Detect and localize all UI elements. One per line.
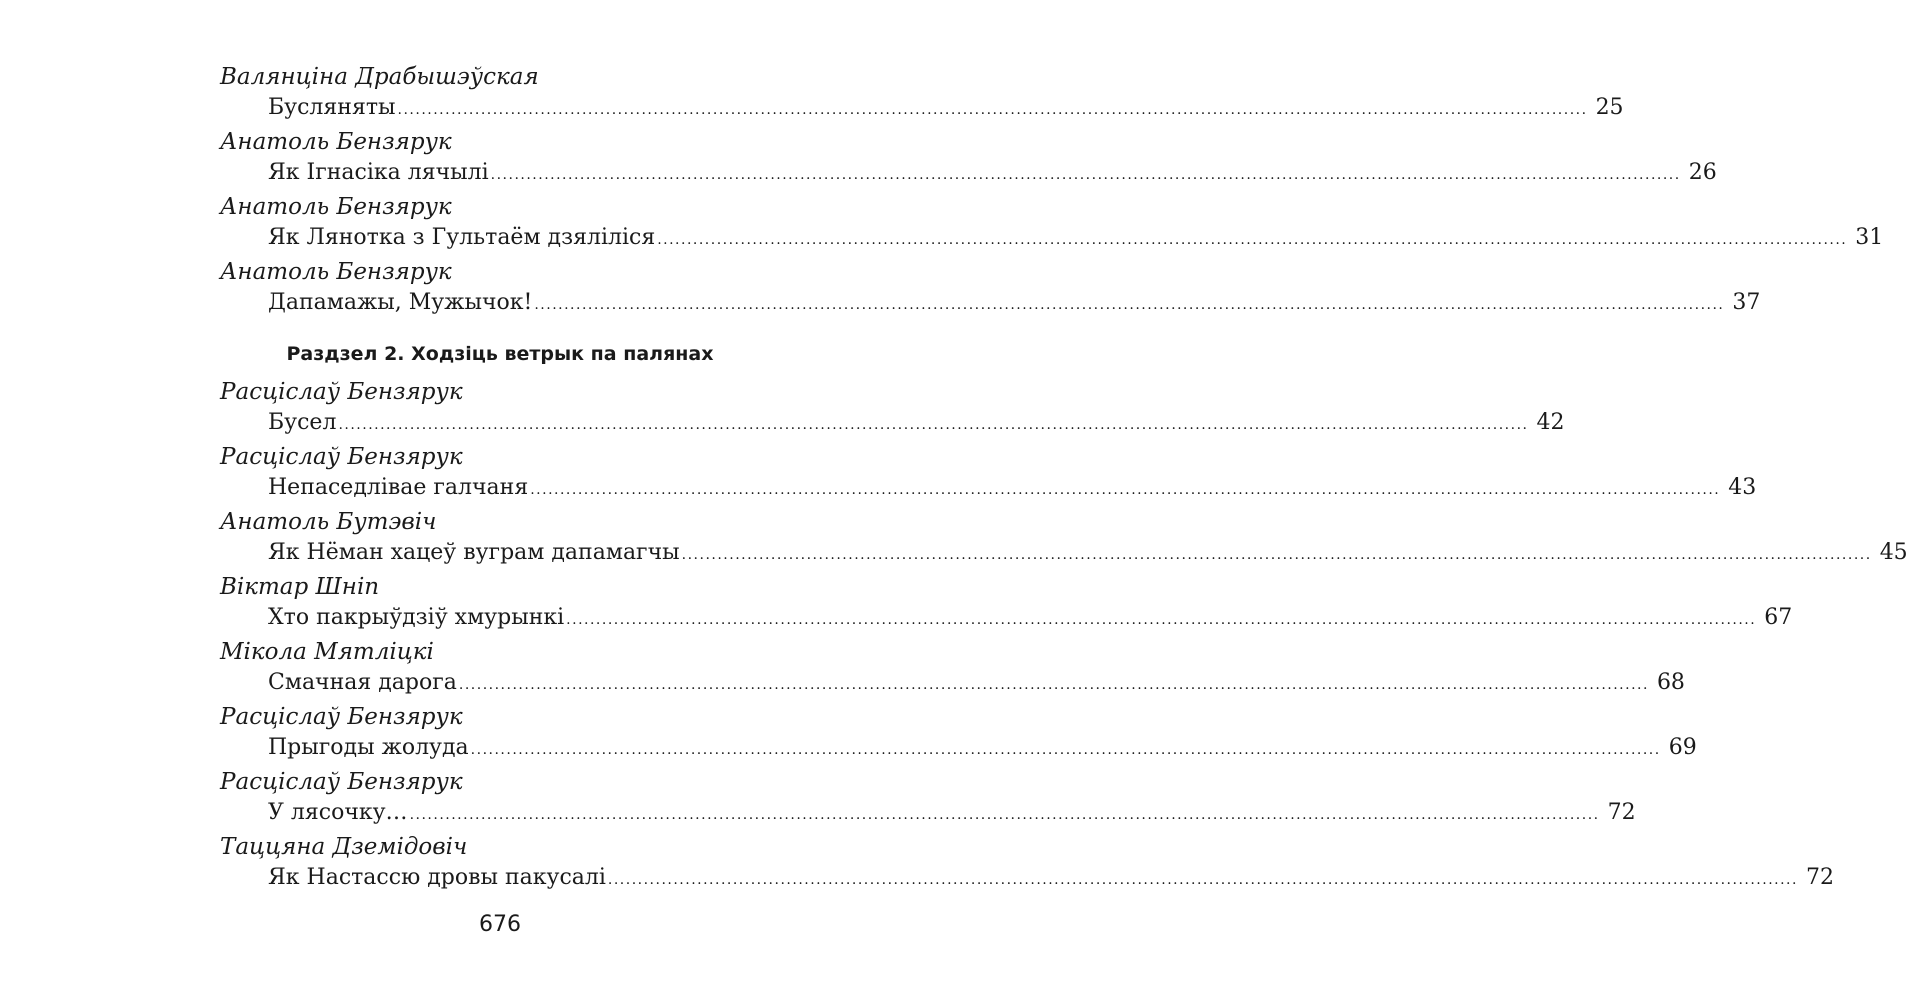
entry-author: Анатоль Бутэвіч [220, 509, 437, 535]
entry-page-number: 45 [1879, 540, 1908, 565]
entry-title: У лясочку… [268, 800, 408, 825]
entry-title: Непаседлівае галчаня [268, 475, 529, 500]
entry-title: Хто пакрыўдзіў хмурынкі [268, 605, 565, 630]
dot-leader: ........................................................................................................................................................................................................ [470, 742, 1661, 758]
entry-author: Анатоль Бензярук [220, 129, 452, 155]
entry-title: Бусляняты [268, 95, 396, 120]
entry-author: Расціслаў Бензярук [220, 769, 463, 795]
entry-page-number: 37 [1732, 290, 1761, 315]
entry-author: Анатоль Бензярук [220, 259, 452, 285]
toc-entry [268, 408, 1565, 438]
entry-author: Таццяна Дземідовіч [220, 834, 468, 860]
section-heading: Раздзел 2. Ходзіць ветрык па палянах [286, 343, 714, 365]
dot-leader: ........................................................................................................................................................................................................ [566, 612, 1757, 628]
toc-entry [268, 158, 1717, 188]
toc-entry [268, 538, 1908, 568]
entry-author: Расціслаў Бензярук [220, 704, 463, 730]
entry-page-number: 72 [1805, 865, 1834, 890]
entry-title: Як Ігнасіка лячылі [268, 160, 489, 185]
entry-page-number: 31 [1855, 225, 1884, 250]
entry-page-number: 26 [1688, 160, 1717, 185]
dot-leader: ........................................................................................................................................................................................................ [657, 232, 1848, 248]
entry-title: Бусел [268, 410, 337, 435]
toc-entry [268, 223, 1884, 253]
entry-page-number: 67 [1764, 605, 1793, 630]
toc-entry [268, 798, 1636, 828]
entry-page-number: 69 [1668, 735, 1697, 760]
entry-author: Расціслаў Бензярук [220, 444, 463, 470]
entry-title: Смачная дарога [268, 670, 457, 695]
toc-entry [268, 473, 1757, 503]
entry-title: Як Настассю дровы пакусалі [268, 865, 606, 890]
entry-title: Прыгоды жолуда [268, 735, 469, 760]
dot-leader: ........................................................................................................................................................................................................ [338, 417, 1529, 433]
entry-page-number: 72 [1607, 800, 1636, 825]
toc-entry [268, 288, 1761, 318]
dot-leader: ........................................................................................................................................................................................................ [530, 482, 1721, 498]
entry-author: Мікола Мятліцкі [220, 639, 434, 665]
entry-page-number: 68 [1656, 670, 1685, 695]
dot-leader: ........................................................................................................................................................................................................ [397, 102, 1588, 118]
toc-entry [268, 733, 1697, 763]
entry-author: Расціслаў Бензярук [220, 379, 463, 405]
entry-author: Валянціна Драбышэўская [220, 64, 539, 90]
entry-page-number: 42 [1536, 410, 1565, 435]
toc-entry [268, 668, 1685, 698]
toc-entry [268, 603, 1793, 633]
entry-title: Дапамажы, Мужычок! [268, 290, 533, 315]
dot-leader: ........................................................................................................................................................................................................ [681, 547, 1872, 563]
entry-title: Як Лянотка з Гультаём дзяліліся [268, 225, 656, 250]
entry-author: Анатоль Бензярук [220, 194, 452, 220]
dot-leader: ........................................................................................................................................................................................................ [607, 872, 1798, 888]
toc-entry [268, 863, 1834, 893]
page-number: 676 [479, 912, 521, 937]
entry-title: Як Нёман хацеў вуграм дапамагчы [268, 540, 680, 565]
toc-entry [268, 93, 1624, 123]
dot-leader: ........................................................................................................................................................................................................ [458, 677, 1649, 693]
dot-leader: ........................................................................................................................................................................................................ [490, 167, 1681, 183]
entry-page-number: 25 [1595, 95, 1624, 120]
dot-leader: ........................................................................................................................................................................................................ [409, 807, 1600, 823]
entry-author: Віктар Шніп [220, 574, 380, 600]
entry-page-number: 43 [1728, 475, 1757, 500]
dot-leader: ........................................................................................................................................................................................................ [534, 297, 1725, 313]
